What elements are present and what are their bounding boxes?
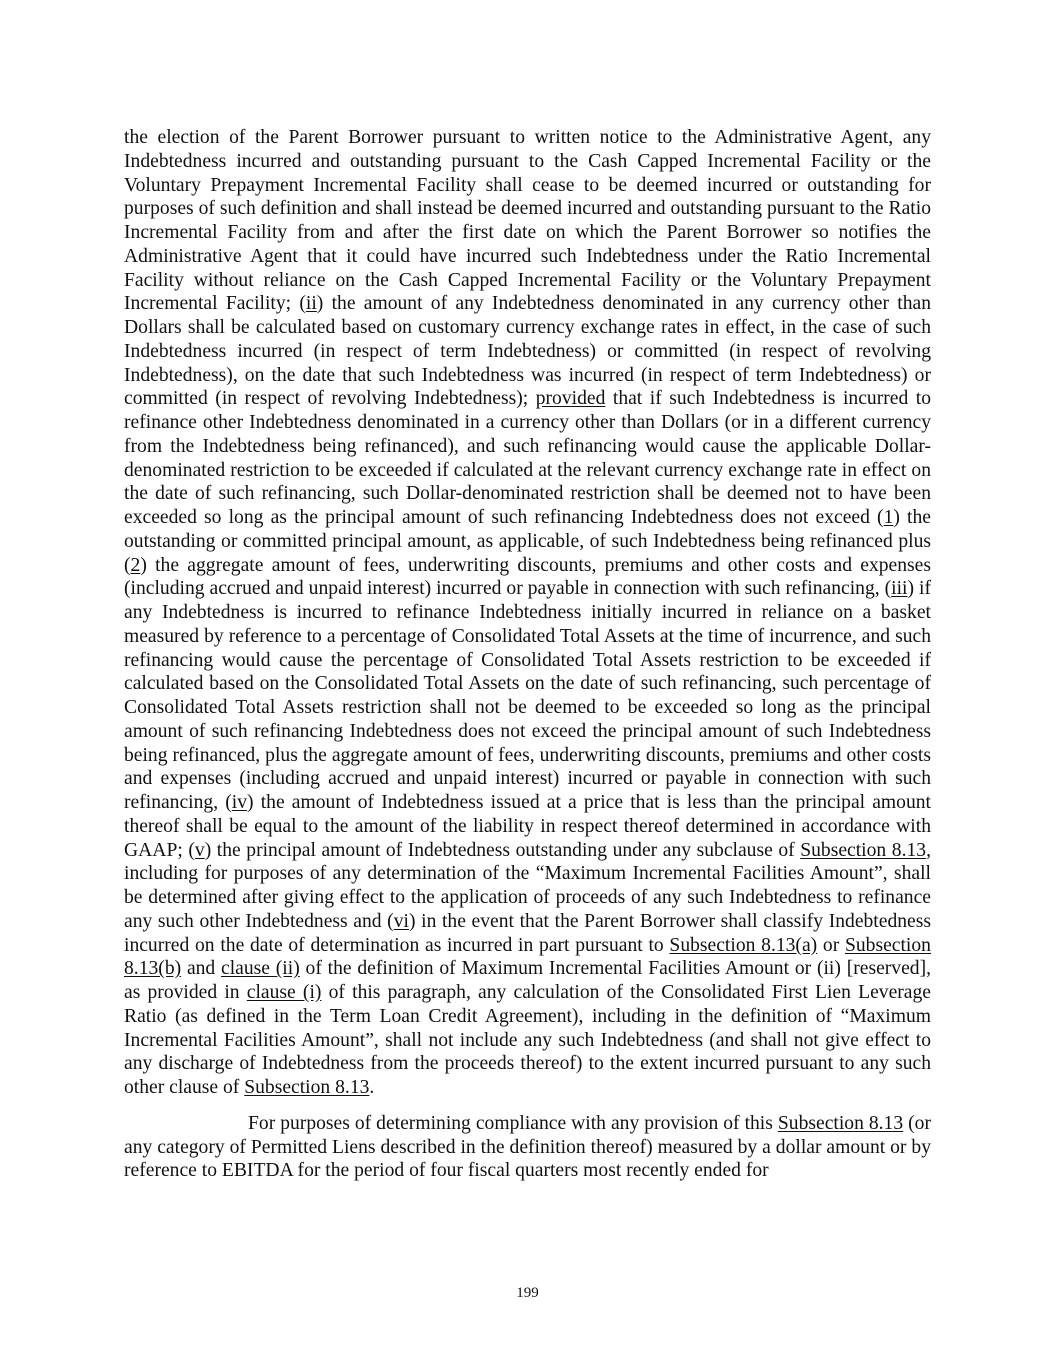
clause-ref-iii: iii [891, 578, 908, 600]
text-run: of the definition of Maximum Incremental Facilities Amount or (ii) [reserved], as provided in [124, 958, 932, 1003]
subsection-ref-8-13: Subsection 8.13 [777, 1112, 904, 1134]
subsection-ref-8-13-end: Subsection 8.13 [244, 1077, 370, 1098]
text-run: ) the aggregate amount of fees, underwriting discounts, premiums and other costs and expenses (including accrued and unpaid interest) incurred or payable in connection with such refinancing, ( [124, 554, 931, 600]
clause-ref-2: 2 [130, 554, 141, 576]
clause-ref-1: 1 [883, 507, 894, 528]
document-body [124, 126, 931, 1183]
clause-ref-iv: iv [231, 792, 248, 813]
paragraph-compliance-determination [124, 1112, 931, 1183]
text-run: ) if any Indebtedness is incurred to refinance Indebtedness initially incurred in reliance on a basket measured by reference to a percentage of Consolidated Total Assets at the time of incurrence, and such refinancing would cause the percentage of Consolidated Total Assets restriction to be exceeded if calculated based on the Consolidated Total Assets on the date of such refinancing, such percentage of Consolidated Total Assets restriction shall not be deemed to be exceeded so long as the principal amount of such refinancing Indebtedness does not exceed the principal amount of such Indebtedness being refinanced, plus the aggregate amount of fees, underwriting discounts, premiums and other costs and expenses (including accrued and unpaid interest) incurred or payable in connection with such refinancing, ( [124, 578, 931, 813]
text-run: that if such Indebtedness is incurred to refinance other Indebtedness denominated in a currency other than Dollars (or in a different currency from the Indebtedness being refinanced), and such refinancing would cause the applicable Dollar-denominated restriction to be exceeded if calculated at the relevant currency exchange rate in effect on the date of such refinancing, such Dollar-denominated restriction shall be deemed not to have been exceeded so long as the principal amount of such refinancing Indebtedness does not exceed ( [124, 388, 931, 528]
subsection-ref-8-13-b: Subsection 8.13(b) [124, 934, 931, 980]
text-run: ) the outstanding or committed principal amount, as applicable, of such Indebtedness being refinanced plus ( [124, 507, 931, 576]
page-number: 199 [516, 1285, 539, 1301]
subsection-ref-8-13-a: Subsection 8.13(a) [669, 934, 818, 956]
text-run: . [369, 1077, 375, 1098]
text-run: of this paragraph, any calculation of the Consolidated First Lien Leverage Ratio (as defined in the Term Loan Credit Agreement), including in the definition of “Maximum Incremental Facilities Amount”, shall not include any such Indebtedness (and shall not give effect to any discharge of Indebtedness from the proceeds thereof) to the extent incurred pursuant to any such other clause of [124, 982, 931, 1098]
clause-ref-i: clause (i) [246, 982, 322, 1003]
text-run: or [817, 934, 845, 956]
text-run: ) the amount of Indebtedness issued at a price that is less than the principal amount thereof shall be equal to the amount of the liability in respect thereof determined in accordance with GAAP; ( [124, 792, 931, 861]
text-run: , including for purposes of any determination of the “Maximum Incremental Facilities Amount”, shall be determined after giving effect to the application of proceeds of any such Indebtedness to refinance any such other Indebtedness and ( [124, 839, 931, 932]
provided-term: provided [535, 388, 606, 410]
subsection-ref-8-13: Subsection 8.13 [800, 839, 927, 861]
clause-ref-ii: ii [305, 293, 317, 315]
text-run: and [181, 958, 222, 980]
text-run: ) the principal amount of Indebtedness outstanding under any subclause of [204, 839, 801, 861]
clause-ref-ii-definition: clause (ii) [221, 958, 300, 980]
text-run: the election of the Parent Borrower pursuant to written notice to the Administrative Agent, any Indebtedness incurred and outstanding pursuant to the Cash Capped Incremental Facility or the Voluntary Prepayment Incremental Facility shall cease to be deemed incurred or outstanding for purposes of such definition and shall instead be deemed incurred and outstanding pursuant to the Ratio Incremental Facility from and after the first date on which the Parent Borrower so notifies the Administrative Agent that it could have incurred such Indebtedness under the Ratio Incremental Facility without reliance on the Cash Capped Incremental Facility or the Voluntary Prepayment Incremental Facility; ( [124, 127, 931, 315]
paragraph-indebtedness-calculation [124, 126, 931, 1100]
clause-ref-v: v [194, 839, 205, 861]
text-run: (or any category of Permitted Liens described in the definition thereof) measured by a dollar amount or by reference to EBITDA for the period of four fiscal quarters most recently ended for [124, 1112, 931, 1182]
text-run: For purposes of determining compliance with any provision of this [248, 1112, 778, 1134]
clause-ref-vi: vi [393, 910, 409, 932]
text-run: ) the amount of any Indebtedness denominated in any currency other than Dollars shall be calculated based on customary currency exchange rates in effect, in the case of such Indebtedness incurred (in respect of term Indebtedness) or committed (in respect of revolving Indebtedness), on the date that such Indebtedness was incurred (in respect of term Indebtedness) or committed (in respect of revolving Indebtedness); [124, 293, 932, 410]
text-run: ) in the event that the Parent Borrower shall classify Indebtedness incurred on the date of determination as incurred in part pursuant to [124, 910, 931, 956]
